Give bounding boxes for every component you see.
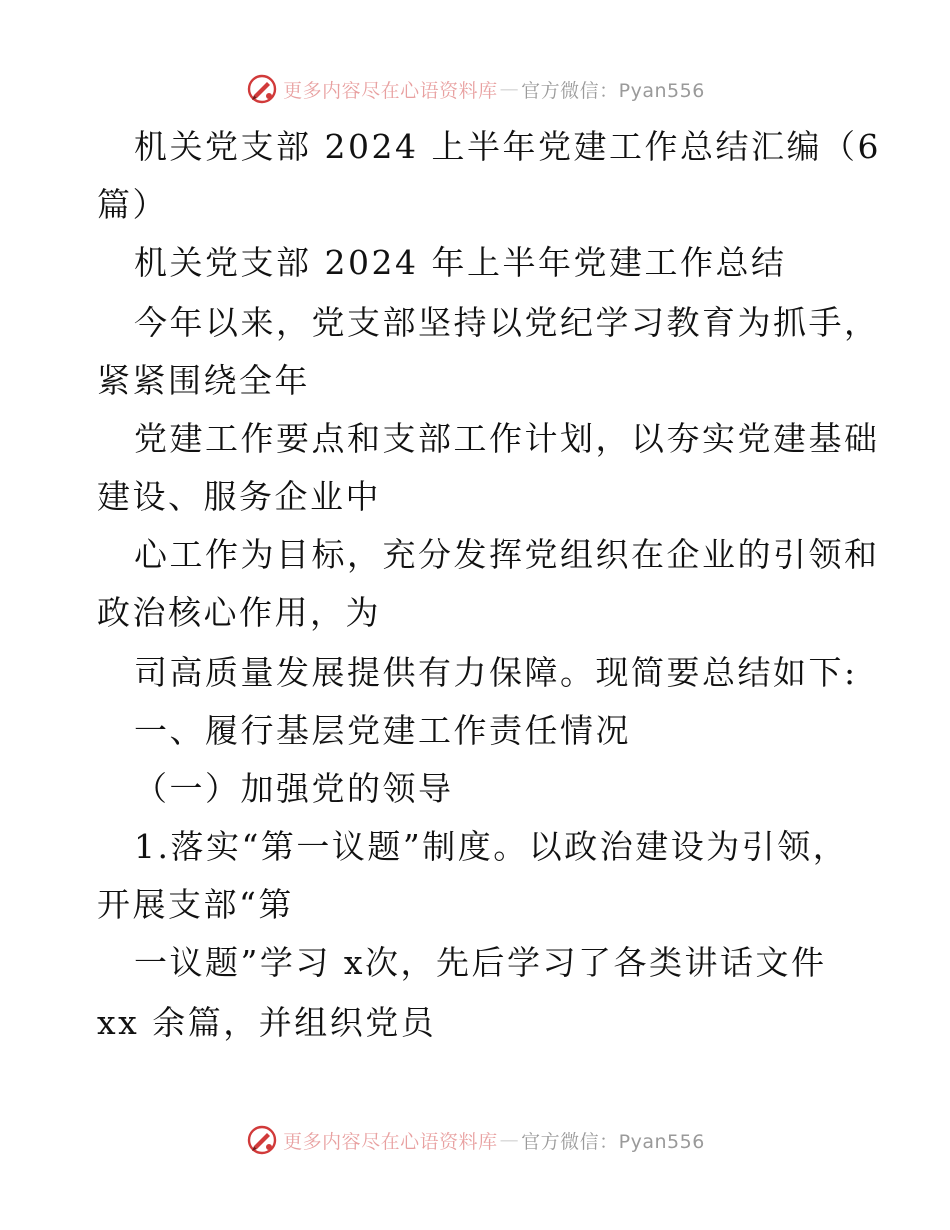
paragraph-line: 司高质量发展提供有力保障。现简要总结如下:: [134, 653, 858, 692]
watermark-account-text: 官方微信：Pyan556: [521, 1130, 705, 1153]
paragraph-line: 党建工作要点和支部工作计划，以夯实党建基础: [134, 419, 880, 458]
paragraph-line: 一议题”学习 x次，先后学习了各类讲话文件: [134, 943, 827, 982]
paragraph-line: 1.落实“第一议题”制度。以政治建设为引领，: [134, 827, 849, 866]
document-title-line-1: 机关党支部 2024 上半年党建工作总结汇编（6: [134, 127, 881, 166]
watermark-footer: [0, 1123, 950, 1157]
watermark-main-text: 更多内容尽在心语资料库: [283, 1130, 498, 1153]
watermark-separator: —: [499, 78, 520, 100]
heading-level-2: （一）加强党的领导: [134, 769, 454, 808]
paragraph-line: 政治核心作用，为: [97, 593, 381, 632]
section-title: 机关党支部 2024 年上半年党建工作总结: [134, 243, 787, 282]
watermark-logo-icon: [245, 1123, 279, 1157]
watermark-separator: —: [499, 1129, 520, 1151]
watermark-main-text: 更多内容尽在心语资料库: [283, 79, 498, 102]
watermark-account-text: 官方微信：Pyan556: [521, 79, 705, 102]
paragraph-line: 心工作为目标，充分发挥党组织在企业的引领和: [134, 535, 880, 574]
paragraph-line: 今年以来，党支部坚持以党纪学习教育为抓手，: [134, 303, 880, 342]
document-title-line-2: 篇）: [97, 185, 168, 224]
paragraph-line: 开展支部“第: [97, 885, 294, 924]
paragraph-line: 建设、服务企业中: [97, 477, 381, 516]
paragraph-line: 紧紧围绕全年: [97, 361, 310, 400]
paragraph-line: xx 余篇，并组织党员: [97, 1003, 437, 1042]
heading-level-1: 一、履行基层党建工作责任情况: [134, 711, 631, 750]
